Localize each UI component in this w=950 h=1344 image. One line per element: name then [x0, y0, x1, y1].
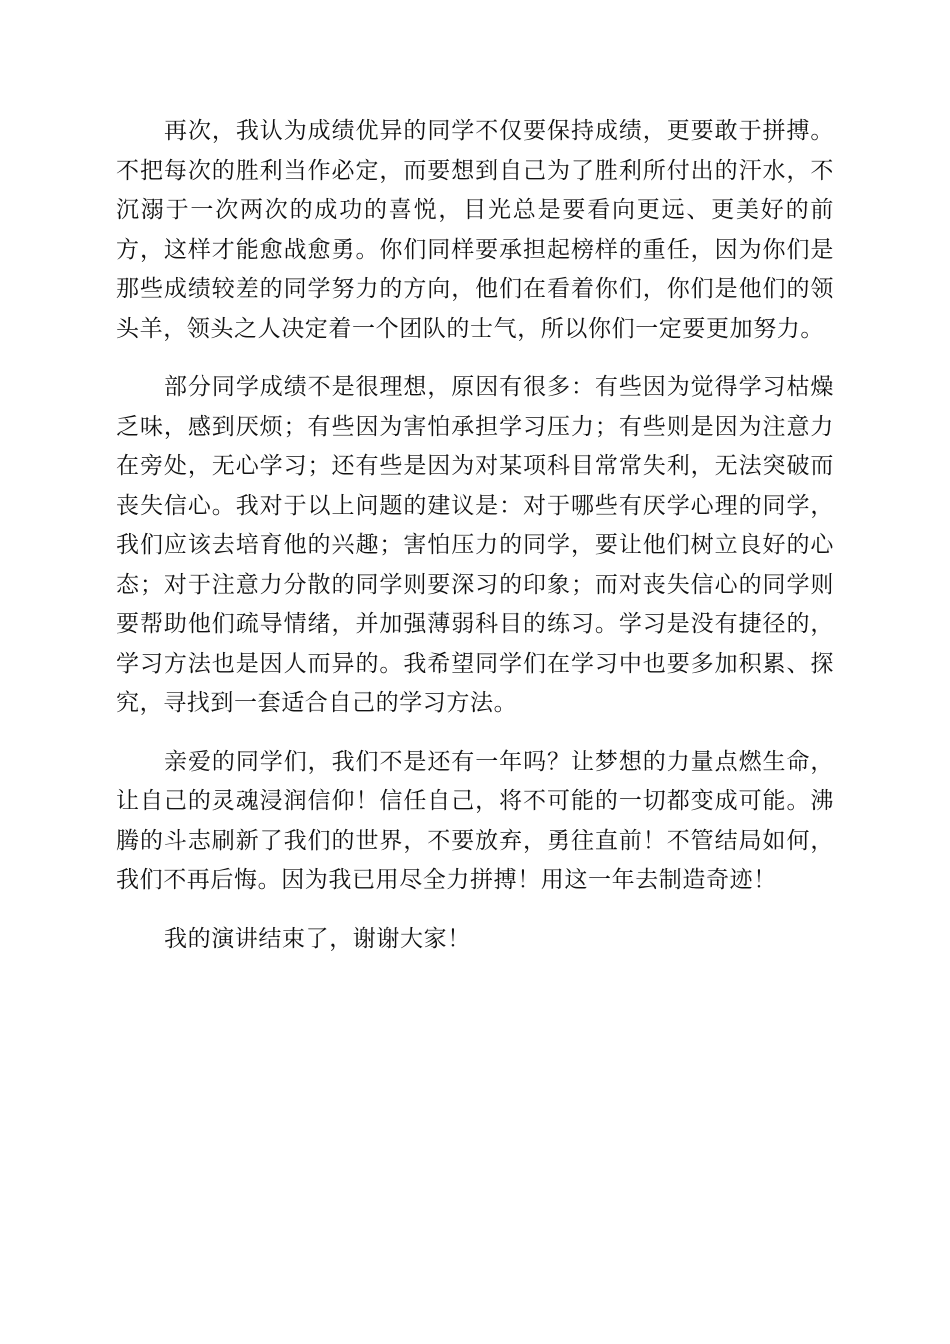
document-body	[116, 112, 834, 959]
paragraph-encouragement: 亲爱的同学们，我们不是还有一年吗？让梦想的力量点燃生命，让自己的灵魂浸润信仰！信任自己，将不可能的一切都变成可能。沸腾的斗志刷新了我们的世界，不要放弃，勇往直前！不管结局如何，我们不再后悔。因为我已用尽全力拼搏！用这一年去制造奇迹！	[116, 748, 834, 893]
paragraph-diligence: 再次，我认为成绩优异的同学不仅要保持成绩，更要敢于拼搏。不把每次的胜利当作必定，而要想到自己为了胜利所付出的汗水，不沉溺于一次两次的成功的喜悦，目光总是要看向更远、更美好的前方，这样才能愈战愈勇。你们同样要承担起榜样的重任，因为你们是那些成绩较差的同学努力的方向，他们在看着你们，你们是他们的领头羊，领头之人决定着一个团队的士气，所以你们一定要更加努力。	[116, 118, 834, 342]
paragraph-study-advice: 部分同学成绩不是很理想，原因有很多：有些因为觉得学习枯燥乏味，感到厌烦；有些因为害怕承担学习压力；有些则是因为注意力在旁处，无心学习；还有些是因为对某项科目常常失利，无法突破而丧失信心。我对于以上问题的建议是：对于哪些有厌学心理的同学，我们应该去培育他的兴趣；害怕压力的同学，要让他们树立良好的心态；对于注意力分散的同学则要深习的印象；而对丧失信心的同学则要帮助他们疏导情绪，并加强薄弱科目的练习。学习是没有捷径的，学习方法也是因人而异的。我希望同学们在学习中也要多加积累、探究，寻找到一套适合自己的学习方法。	[116, 374, 834, 716]
paragraph-closing: 我的演讲结束了，谢谢大家！	[164, 925, 471, 952]
